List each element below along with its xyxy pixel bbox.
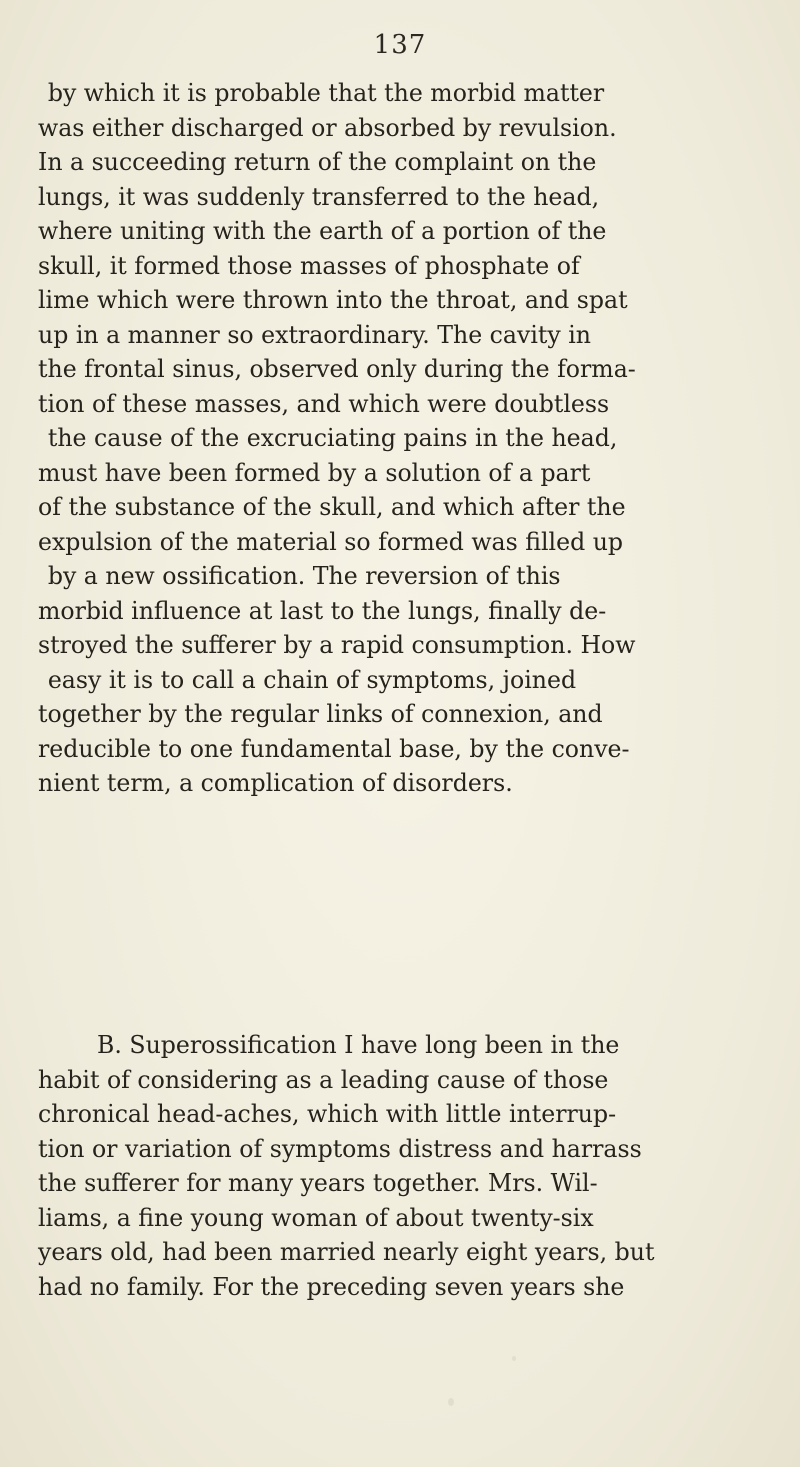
text-line: morbid influence at last to the lungs, finally de- — [38, 596, 607, 625]
text-line: where uniting with the earth of a portion of the — [38, 217, 607, 245]
text-line: chronical head-aches, which with little interrup- — [38, 1100, 617, 1128]
text-line: easy it is to call a chain of symptoms, joined — [47, 665, 577, 694]
text-line: In a succeeding return of the complaint on the — [38, 148, 597, 176]
paper-speck — [448, 1398, 454, 1406]
text-line: the frontal sinus, observed only during the forma- — [38, 355, 636, 383]
text-line: was either discharged or absorbed by revulsion. — [38, 113, 617, 142]
paragraph-1 — [40, 76, 780, 801]
text-line: habit of considering as a leading cause of those — [38, 1065, 609, 1094]
text-line: skull, it formed those masses of phosphate of — [38, 251, 580, 280]
text-line: lungs, it was suddenly transferred to the head, — [38, 182, 600, 211]
page-number: 137 — [373, 30, 427, 60]
paper-speck — [512, 1356, 516, 1361]
text-line: by a new ossification. The reversion of this — [47, 562, 561, 590]
text-line: up in a manner so extraordinary. The cavity in — [38, 320, 591, 349]
paragraph-2 — [40, 1028, 780, 1304]
text-line: lime which were thrown into the throat, and spat — [38, 286, 628, 314]
text-line: had no family. For the preceding seven years she — [38, 1272, 625, 1301]
text-line: stroyed the sufferer by a rapid consumption. How — [38, 631, 636, 659]
text-line: reducible to one fundamental base, by the conve- — [38, 734, 630, 763]
text-line: nient term, a complication of disorders. — [38, 769, 513, 797]
text-line: the cause of the excruciating pains in the head, — [47, 424, 618, 452]
text-line: tion of these masses, and which were doubtless — [38, 389, 610, 418]
text-line: the sufferer for many years together. Mrs. Wil- — [38, 1169, 598, 1197]
text-line: years old, had been married nearly eight years, but — [38, 1238, 655, 1266]
text-line: expulsion of the material so formed was filled up — [38, 527, 624, 556]
text-line: liams, a fine young woman of about twenty-six — [38, 1203, 594, 1232]
text-line: B. Superossification I have long been in the — [97, 1031, 620, 1059]
text-line: tion or variation of symptoms distress and harrass — [38, 1134, 642, 1163]
text-line: of the substance of the skull, and which after the — [38, 493, 626, 521]
text-line: must have been formed by a solution of a part — [38, 458, 591, 487]
text-line: by which it is probable that the morbid matter — [47, 79, 605, 107]
text-line: together by the regular links of connexion, and — [38, 700, 603, 728]
